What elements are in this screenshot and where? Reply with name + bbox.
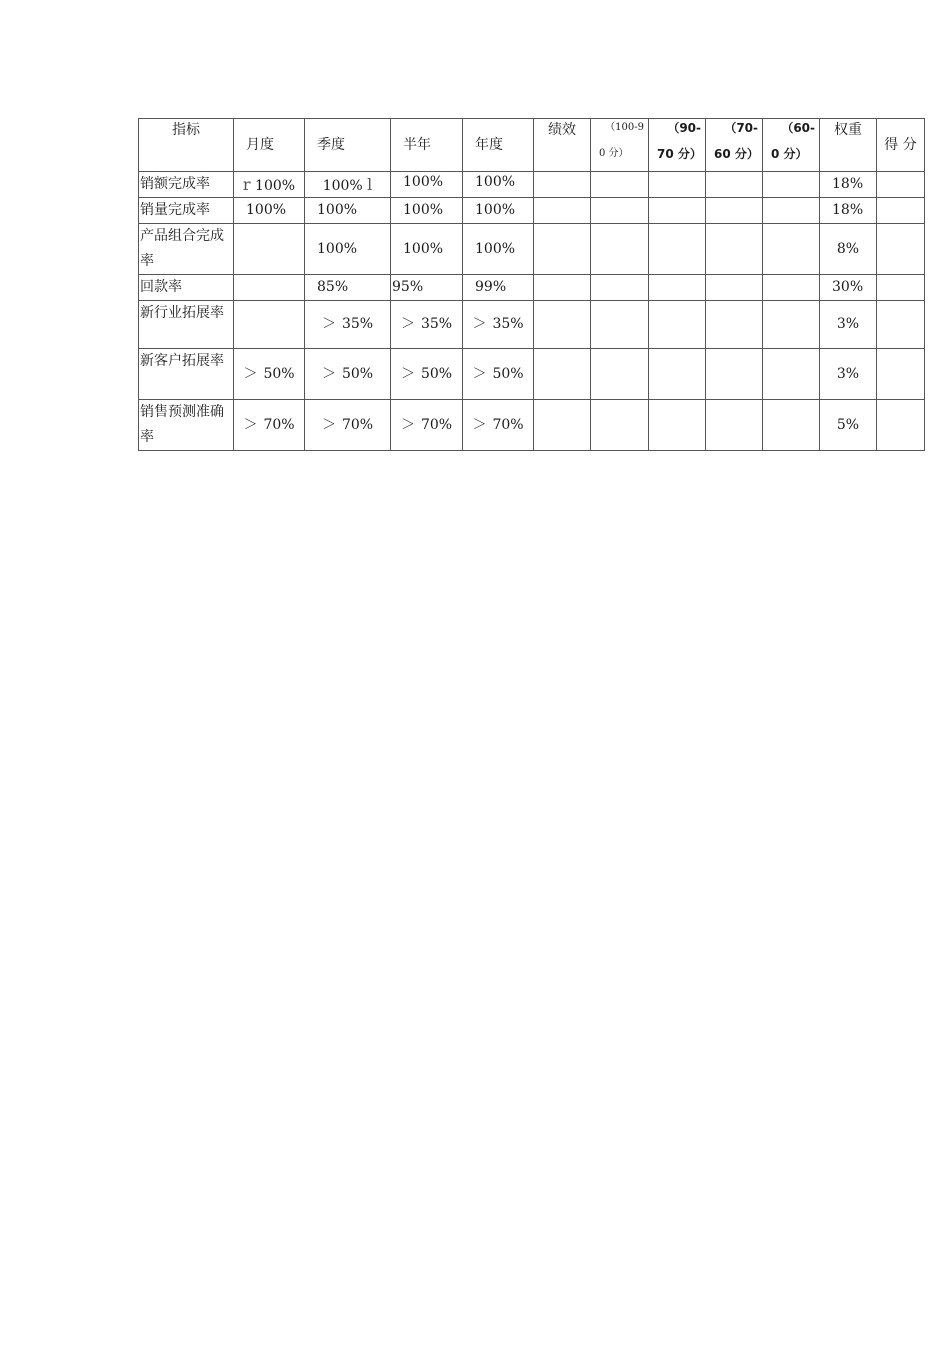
header-band-100-90 (591, 119, 649, 172)
cell-performance (534, 172, 591, 198)
header-indicator: 指标 (139, 119, 234, 172)
cell-weight: 3% (820, 349, 877, 400)
cell-score[interactable] (877, 301, 925, 349)
cell-half-year (391, 301, 463, 349)
greater-than-icon: ＞ (472, 365, 487, 382)
cell-monthly (234, 224, 305, 275)
cell-monthly-value: 100% (255, 177, 296, 194)
table-row (139, 349, 925, 400)
cell-quarterly (305, 301, 391, 349)
cell-score[interactable] (877, 198, 925, 224)
table-row (139, 301, 925, 349)
cell-quarterly (305, 400, 391, 451)
cell-band-3 (706, 172, 763, 198)
cell-score[interactable] (877, 224, 925, 275)
greater-than-icon: ＞ (400, 365, 415, 382)
cell-band-2 (649, 301, 706, 349)
greater-than-icon: ＞ (321, 316, 336, 333)
cell-band-3 (706, 198, 763, 224)
cell-weight: 30% (820, 275, 877, 301)
greater-than-icon: ＞ (400, 416, 415, 433)
cell-half-year: 100% (391, 198, 463, 224)
header-performance: 绩效 (534, 119, 591, 172)
cell-quarterly: 100% (305, 224, 391, 275)
table-row (139, 275, 925, 301)
cell-band-1 (591, 198, 649, 224)
cell-performance (534, 275, 591, 301)
cell-quarterly-value: 50% (341, 365, 374, 382)
cell-band-4 (763, 301, 820, 349)
cell-annual: 100% (463, 172, 534, 198)
cell-performance (534, 198, 591, 224)
cell-annual (463, 400, 534, 451)
band-4-line-1: （60- (781, 121, 815, 135)
table-row (139, 400, 925, 451)
cell-monthly (234, 349, 305, 400)
row-label: 回款率 (139, 275, 234, 301)
greater-than-icon: ＞ (472, 416, 487, 433)
cell-band-1 (591, 275, 649, 301)
header-quarterly: 季度 (305, 119, 391, 172)
cell-annual (463, 349, 534, 400)
stray-mark: r (242, 174, 251, 194)
cell-monthly: 100% (234, 198, 305, 224)
cell-band-2 (649, 224, 706, 275)
row-label: 销量完成率 (139, 198, 234, 224)
cell-band-3 (706, 400, 763, 451)
cell-band-4 (763, 400, 820, 451)
header-monthly: 月度 (234, 119, 305, 172)
header-annual: 年度 (463, 119, 534, 172)
band-2-line-1: （90- (667, 121, 701, 135)
greater-than-icon: ＞ (243, 416, 258, 433)
cell-band-3 (706, 301, 763, 349)
cell-half-year-value: 35% (420, 316, 453, 333)
cell-annual (463, 301, 534, 349)
cell-half-year (391, 400, 463, 451)
header-half-year: 半年 (391, 119, 463, 172)
greater-than-icon: ＞ (321, 365, 336, 382)
cell-monthly-value: 70% (263, 416, 295, 433)
band-1-line-2: 0 分） (599, 148, 629, 159)
cell-band-3 (706, 275, 763, 301)
cell-band-4 (763, 275, 820, 301)
cell-quarterly-value: 35% (341, 316, 374, 333)
cell-weight: 18% (820, 172, 877, 198)
cell-annual: 99% (463, 275, 534, 301)
cell-annual: 100% (463, 198, 534, 224)
header-score: 得 分 (877, 119, 925, 172)
cell-performance (534, 400, 591, 451)
cell-band-4 (763, 224, 820, 275)
greater-than-icon: ＞ (400, 316, 415, 333)
cell-score[interactable] (877, 275, 925, 301)
header-band-90-70 (649, 119, 706, 172)
cell-band-1 (591, 349, 649, 400)
cell-band-2 (649, 172, 706, 198)
cell-performance (534, 349, 591, 400)
cell-score[interactable] (877, 400, 925, 451)
cell-quarterly (305, 349, 391, 400)
kpi-table (138, 118, 925, 451)
cell-band-2 (649, 349, 706, 400)
cell-quarterly: 100% (305, 198, 391, 224)
cell-score[interactable] (877, 172, 925, 198)
band-4-line-2: 0 分） (771, 147, 808, 161)
row-label: 新客户拓展率 (139, 349, 234, 400)
cell-monthly-value: 50% (263, 365, 295, 382)
cell-half-year (391, 349, 463, 400)
stray-mark: l (367, 174, 373, 194)
cell-band-4 (763, 349, 820, 400)
cell-half-year: 100% (391, 172, 463, 198)
cell-quarterly-value: 100% (322, 177, 363, 194)
cell-score[interactable] (877, 349, 925, 400)
band-2-line-2: 70 分） (657, 147, 702, 161)
cell-band-1 (591, 301, 649, 349)
band-3-line-1: （70- (724, 121, 758, 135)
cell-performance (534, 224, 591, 275)
cell-annual-value: 35% (492, 316, 524, 333)
cell-band-3 (706, 224, 763, 275)
band-1-line-1: （100-9 (605, 122, 644, 133)
row-label: 销售预测准确率 (139, 400, 234, 451)
row-label: 新行业拓展率 (139, 301, 234, 349)
cell-performance (534, 301, 591, 349)
cell-weight: 18% (820, 198, 877, 224)
cell-band-2 (649, 198, 706, 224)
cell-band-4 (763, 172, 820, 198)
header-weight: 权重 (820, 119, 877, 172)
cell-annual-value: 50% (492, 365, 524, 382)
cell-monthly (234, 275, 305, 301)
row-label: 销额完成率 (139, 172, 234, 198)
cell-monthly (234, 172, 305, 198)
cell-band-3 (706, 349, 763, 400)
row-label: 产品组合完成率 (139, 224, 234, 275)
cell-band-4 (763, 198, 820, 224)
cell-quarterly (305, 172, 391, 198)
cell-annual: 100% (463, 224, 534, 275)
header-row (139, 119, 925, 172)
greater-than-icon: ＞ (243, 365, 258, 382)
table-row (139, 224, 925, 275)
cell-weight: 5% (820, 400, 877, 451)
cell-weight: 8% (820, 224, 877, 275)
cell-half-year-value: 70% (420, 416, 453, 433)
cell-weight: 3% (820, 301, 877, 349)
header-band-60-0 (763, 119, 820, 172)
header-band-70-60 (706, 119, 763, 172)
cell-quarterly: 85% (305, 275, 391, 301)
cell-band-1 (591, 400, 649, 451)
cell-annual-value: 70% (492, 416, 524, 433)
greater-than-icon: ＞ (472, 316, 487, 333)
cell-band-2 (649, 275, 706, 301)
table-row (139, 198, 925, 224)
cell-half-year: 100% (391, 224, 463, 275)
cell-half-year-value: 50% (420, 365, 453, 382)
greater-than-icon: ＞ (321, 416, 336, 433)
cell-monthly (234, 400, 305, 451)
cell-band-1 (591, 224, 649, 275)
band-3-line-2: 60 分） (714, 147, 759, 161)
cell-band-2 (649, 400, 706, 451)
table-row (139, 172, 925, 198)
cell-band-1 (591, 172, 649, 198)
cell-monthly (234, 301, 305, 349)
cell-quarterly-value: 70% (341, 416, 374, 433)
cell-half-year: 95% (391, 275, 463, 301)
